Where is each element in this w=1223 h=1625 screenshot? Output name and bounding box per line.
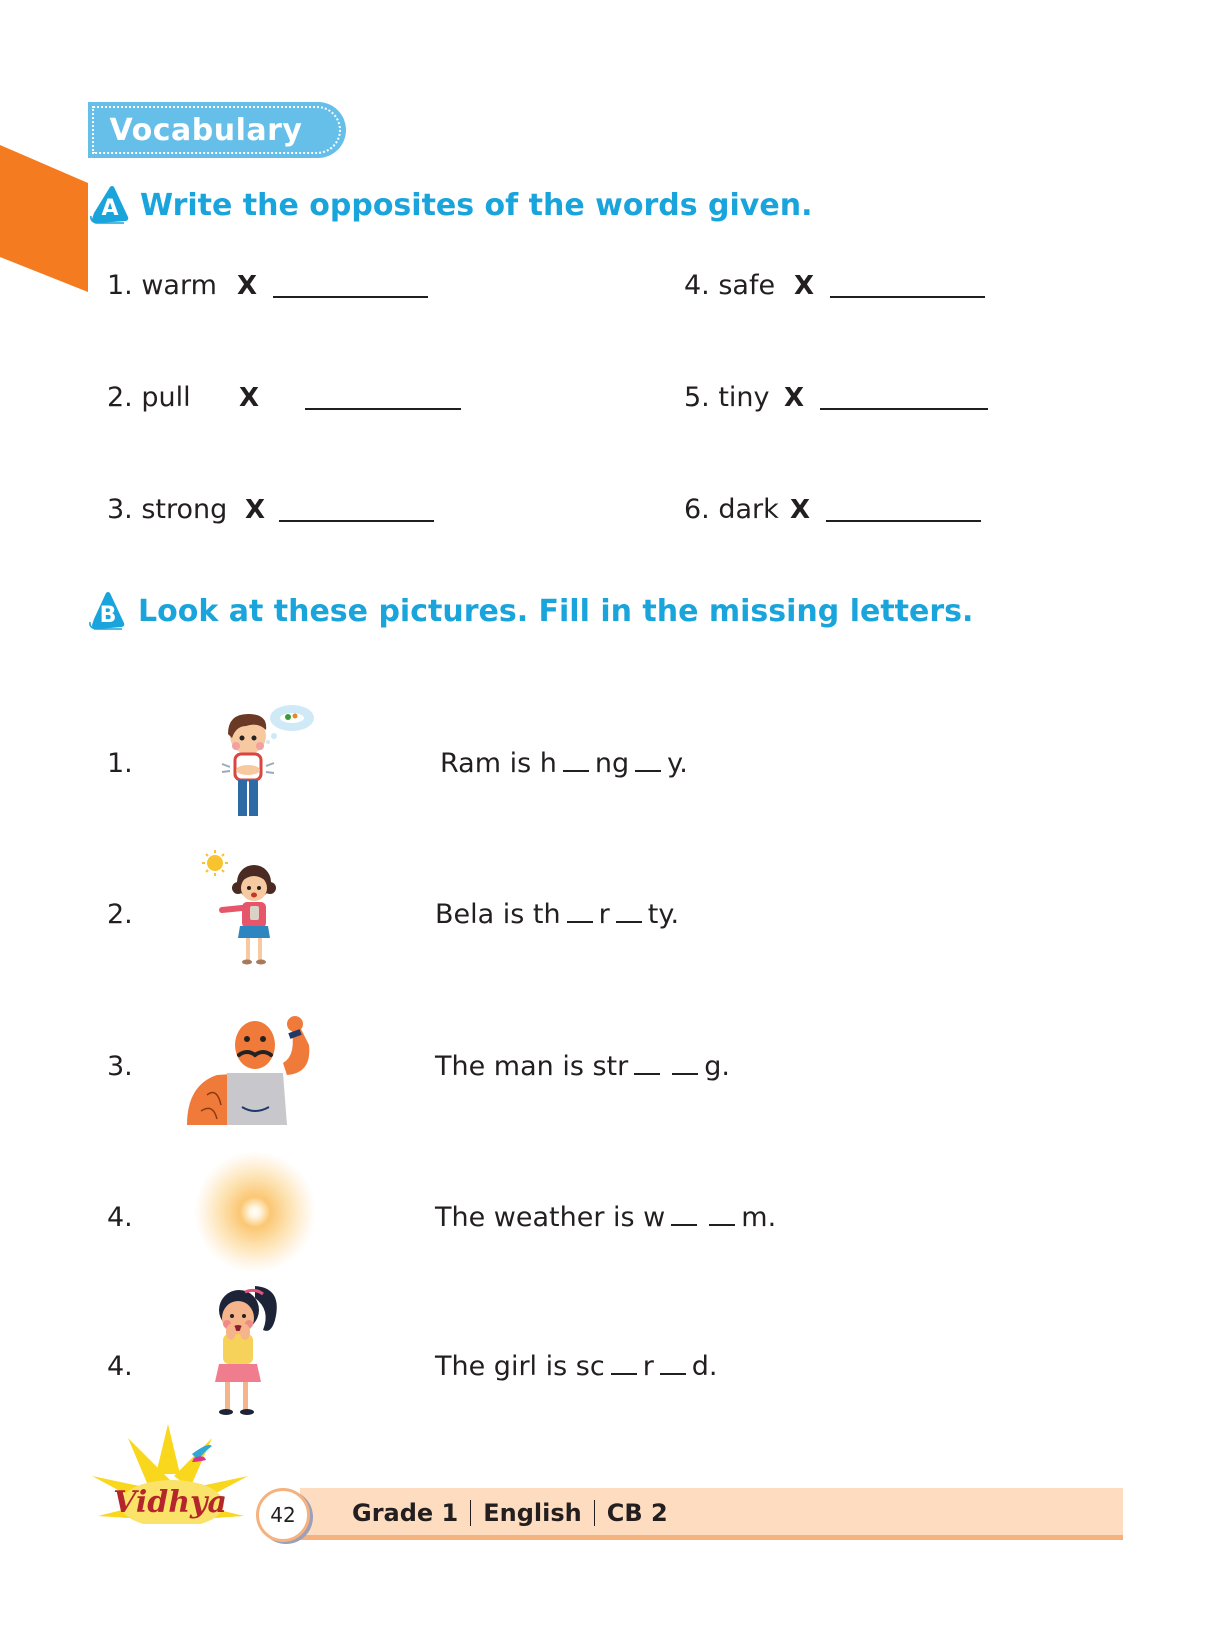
section-label: Vocabulary	[109, 112, 303, 148]
opposite-item-2	[107, 382, 461, 413]
answer-blank[interactable]	[820, 408, 988, 410]
answer-blank[interactable]	[826, 520, 981, 522]
opposite-word: 4. safe	[684, 270, 776, 301]
letter-blank[interactable]	[660, 1373, 686, 1375]
opposite-mark: X	[794, 271, 815, 301]
fill-sentence-1: Ram is h ng y.	[440, 748, 688, 779]
item-number: 2.	[107, 899, 133, 930]
footer-grade: Grade 1	[352, 1499, 459, 1527]
page-number-badge	[256, 1488, 310, 1542]
answer-blank[interactable]	[273, 296, 428, 298]
footer-info	[352, 1490, 668, 1536]
letter-blank[interactable]	[635, 770, 661, 772]
svg-text:A: A	[101, 196, 119, 221]
answer-blank[interactable]	[830, 296, 985, 298]
hungry-boy-illustration	[210, 700, 315, 820]
opposite-item-1	[107, 270, 428, 301]
opposite-mark: X	[239, 383, 260, 413]
letter-blank[interactable]	[567, 921, 593, 923]
svg-text:B: B	[99, 603, 117, 628]
fill-sentence-2: Bela is th r ty.	[435, 899, 680, 930]
section-a-title: Write the opposites of the words given.	[140, 187, 813, 223]
opposite-item-5	[684, 382, 988, 413]
letter-blank[interactable]	[634, 1073, 660, 1075]
opposite-word: 2. pull	[107, 382, 191, 413]
opposite-mark: X	[790, 495, 811, 525]
item-number: 4.	[107, 1202, 133, 1233]
opposite-item-4	[684, 270, 985, 301]
vidhya-logo	[88, 1424, 263, 1524]
warm-sun-glow-illustration	[195, 1152, 315, 1272]
opposite-word: 3. strong	[107, 494, 228, 525]
item-number: 1.	[107, 748, 133, 779]
section-a-badge-icon	[88, 183, 132, 227]
footer-separator	[594, 1500, 595, 1526]
letter-blank[interactable]	[709, 1224, 735, 1226]
answer-blank[interactable]	[305, 408, 461, 410]
opposite-mark: X	[784, 383, 805, 413]
answer-blank[interactable]	[279, 520, 434, 522]
letter-blank[interactable]	[563, 770, 589, 772]
fill-sentence-4: The weather is w m.	[435, 1202, 777, 1233]
scared-girl-illustration	[205, 1280, 285, 1420]
thirsty-girl-illustration	[200, 848, 290, 968]
section-b-heading	[86, 588, 973, 634]
strong-man-illustration	[187, 1015, 317, 1125]
svg-text:Vidhya: Vidhya	[113, 1485, 227, 1520]
item-number: 3.	[107, 1051, 133, 1082]
section-b-badge-icon	[86, 589, 130, 633]
opposite-item-3	[107, 494, 434, 525]
page-number: 42	[270, 1503, 296, 1527]
footer-book: CB 2	[606, 1499, 668, 1527]
decorative-orange-tab	[0, 0, 90, 300]
footer-subject: English	[483, 1499, 582, 1527]
letter-blank[interactable]	[672, 1073, 698, 1075]
letter-blank[interactable]	[671, 1224, 697, 1226]
fill-sentence-3: The man is str g.	[435, 1051, 730, 1082]
footer-separator	[470, 1500, 471, 1526]
section-b-title: Look at these pictures. Fill in the missing letters.	[138, 593, 974, 629]
opposite-item-6	[684, 494, 981, 525]
letter-blank[interactable]	[611, 1373, 637, 1375]
item-number: 4.	[107, 1351, 133, 1382]
opposite-word: 5. tiny	[684, 382, 770, 413]
opposite-mark: X	[245, 495, 266, 525]
section-a-heading	[88, 182, 812, 228]
opposite-word: 6. dark	[684, 494, 779, 525]
opposite-mark: X	[237, 271, 258, 301]
letter-blank[interactable]	[616, 921, 642, 923]
section-label-pill	[88, 102, 346, 158]
opposite-word: 1. warm	[107, 270, 217, 301]
fill-sentence-5: The girl is sc r d.	[435, 1351, 718, 1382]
